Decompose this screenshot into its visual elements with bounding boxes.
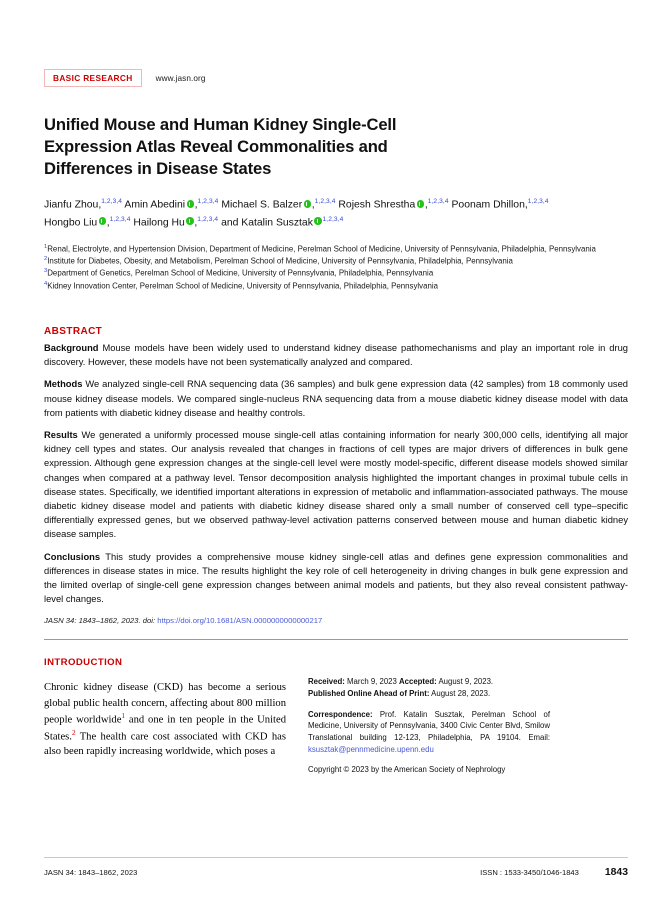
author-affil-sup: 1,2,3,4: [109, 215, 131, 223]
footer-issn: ISSN : 1533-3450/1046-1843: [480, 868, 579, 877]
introduction-heading: INTRODUCTION: [44, 657, 123, 669]
published-value: August 28, 2023.: [429, 688, 491, 698]
accepted-label: Accepted:: [399, 677, 437, 687]
abstract-background-label: Background: [44, 343, 99, 354]
affiliation-text: Institute for Diabetes, Obesity, and Metabolism, Perelman School of Medicine, University of Pennsylvania, Philadelphia, Pennsylvania: [47, 256, 513, 266]
orcid-icon[interactable]: [417, 200, 425, 208]
affiliation-text: Renal, Electrolyte, and Hypertension Division, Department of Medicine, Perelman School of Medicine, University of Pennsylvania, Philadelphia, Pennsylvania: [47, 244, 596, 254]
author-affil-sup: 1,2,3,4: [322, 215, 344, 223]
orcid-icon[interactable]: [99, 217, 107, 225]
author-name[interactable]: Hongbo Liu: [44, 216, 98, 228]
orcid-icon[interactable]: [304, 200, 312, 208]
citation-ref-2[interactable]: 2: [71, 728, 76, 737]
abstract-conclusions: [44, 550, 628, 607]
citation-line: [44, 616, 628, 625]
lower-columns: [44, 657, 628, 785]
affiliation-item: [44, 280, 604, 292]
introduction-text-part2: and one in ten people in the United States.: [44, 714, 286, 743]
author-name[interactable]: Hailong Hu: [133, 216, 185, 228]
affiliation-number: 1: [44, 243, 48, 250]
footer-page-number: 1843: [604, 867, 628, 878]
accepted-value: August 9, 2023.: [436, 677, 494, 687]
correspondence-label: Correspondence:: [308, 709, 373, 719]
affiliation-text: Department of Genetics, Perelman School of Medicine, University of Pennsylvania, Philadelphia, Pennsylvania: [47, 269, 434, 279]
author-affil-sup: 1,2,3,4: [314, 198, 336, 206]
affiliation-text: Kidney Innovation Center, Perelman School of Medicine, University of Pennsylvania, Philadelphia, Pennsylvania: [47, 281, 439, 291]
received-label: Received:: [308, 677, 345, 687]
author-name[interactable]: Jianfu Zhou: [44, 199, 99, 211]
author-name[interactable]: and Katalin Susztak: [221, 216, 313, 228]
affiliation-number: 2: [44, 256, 48, 263]
footer-divider: [44, 857, 628, 858]
footer-citation: JASN 34: 1843–1862, 2023: [44, 868, 138, 877]
affiliation-list: [44, 243, 604, 292]
affiliation-number: 4: [44, 280, 48, 287]
abstract-methods: [44, 377, 628, 420]
introduction-text-part1: Chronic kidney disease (CKD) has become a serious global public health concern, affecting about 800 million people worldwide: [44, 682, 286, 726]
orcid-icon[interactable]: [187, 200, 195, 208]
affiliation-item: [44, 267, 604, 279]
abstract-methods-text: We analyzed single-cell RNA sequencing data (36 samples) and bulk gene expression data (42 samples) from 18 commonly used mouse kidney disease models. We compared single-nucleus RNA sequencing data from a mouse diabetic kidney disease model with data from patients with diabetic kidney disease and healthy controls.: [44, 379, 628, 418]
published-label: Published Online Ahead of Print:: [308, 688, 430, 698]
author-name[interactable]: Rojesh Shrestha: [338, 199, 416, 211]
abstract-methods-label: Methods: [44, 379, 83, 390]
doi-link[interactable]: https://doi.org/10.1681/ASN.0000000000000217: [157, 616, 323, 626]
abstract-background: [44, 341, 628, 369]
correspondence-text: Prof. Katalin Susztak, Perelman School of Medicine, University of Pennsylvania, 3400 Civic Center Blvd, Smilow Translational building 12-123, Philadelphia, PA 19104. Email:: [308, 709, 550, 742]
author-name[interactable]: Michael S. Balzer: [221, 199, 303, 211]
introduction-text-part3: The health care cost associated with CKD has also been rapidly increasing worldwide, which poses a: [44, 731, 286, 758]
citation-ref-1[interactable]: 1: [121, 711, 126, 720]
section-divider: [44, 639, 628, 640]
page-header: [44, 0, 628, 83]
correspondence-email-link[interactable]: ksusztak@pennmedicine.upenn.edu: [308, 744, 434, 754]
abstract-heading: ABSTRACT: [44, 326, 103, 338]
affiliation-number: 3: [44, 268, 48, 275]
abstract-conclusions-label: Conclusions: [44, 551, 101, 562]
introduction-paragraph: [44, 680, 286, 759]
orcid-icon[interactable]: [186, 217, 194, 225]
journal-url-link[interactable]: www.jasn.org: [155, 73, 206, 83]
author-affil-sup: 1,2,3,4: [197, 215, 219, 223]
author-affil-sup: 1,2,3,4: [197, 198, 219, 206]
correspondence-block: [308, 709, 550, 756]
author-affil-sup: 1,2,3,4: [527, 198, 549, 206]
page-footer: [44, 857, 628, 878]
orcid-icon[interactable]: [314, 217, 322, 225]
abstract-results-label: Results: [44, 430, 78, 440]
affiliation-item: [44, 255, 604, 267]
received-value: March 9, 2023: [344, 677, 397, 687]
footer-row: [44, 867, 628, 878]
abstract-section: [44, 326, 628, 625]
dates-block: [308, 676, 550, 699]
author-affil-sup: 1,2,3,4: [101, 198, 123, 206]
abstract-results: [44, 428, 628, 542]
abstract-background-text: Mouse models have been widely used to understand kidney disease pathomechanisms and play an important role in drug discovery. However, these models have not been systematically analyzed and compared.: [44, 343, 628, 368]
author-name[interactable]: Poonam Dhillon: [451, 199, 525, 211]
affiliation-item: [44, 243, 604, 255]
abstract-results-text: We generated a uniformly processed mouse single-cell atlas containing information for nearly 300,000 cells, identifying all major kidney cell types and states. Our analysis revealed that changes in fractions of cell types are major drivers of differences in bulk gene expression. Although gene expression changes at the single-cell level were mostly model-specific, different disease models showed similar changes when compared at a pathway level. Tensor decomposition analysis highlighted the important changes in proximal tubule cells in disease states. Specifically, we identified important alterations in expression of metabolic and inflammation-associated pathways. The mouse diabetic kidney disease model and patients with diabetic kidney disease shared only a small number of conserved cell type–specific differentially expressed genes, but we observed pathway-level activation patterns conserved between mouse and human diabetic kidney disease samples.: [44, 430, 628, 540]
article-metadata-column: [308, 657, 550, 785]
article-type-badge: BASIC RESEARCH: [44, 69, 142, 87]
author-list: Jianfu Zhou,$^{1,2,3,4}$ Amin Abedini ,$^{1,2,3,4}$ Michael S. Balzer ,$^{1,2,3,4}$ Rojesh Shrestha ,$^{1,2,3,4}$ Poonam Dhillon,$^{1,2,3,4}$ Hongbo Liu ,$^{1,2,3,4}$ Hailong Hu ,$^{1,2,3,4}$ and Katalin Susztak $^{1,2,3,4}$: [44, 198, 549, 228]
citation-text: JASN 34: 1843–1862, 2023. doi:: [44, 616, 156, 626]
author-affil-sup: 1,2,3,4: [427, 198, 449, 206]
author-name[interactable]: Amin Abedini: [124, 199, 186, 211]
introduction-column: [44, 657, 286, 785]
abstract-conclusions-text: This study provides a comprehensive mouse kidney single-cell atlas and defines gene expression commonalities and differences in disease states in mice. The results highlight the key role of cell heterogeneity in driving changes in bulk gene expression and the limited overlap of single-cell gene expression changes between animal models and patients, but they also reveal consistent pathway-level changes.: [44, 551, 628, 605]
article-title: Unified Mouse and Human Kidney Single-Cell Expression Atlas Reveal Commonalities and Differences in Disease States: [44, 115, 397, 179]
copyright-notice: Copyright © 2023 by the American Society of Nephrology: [308, 765, 506, 775]
